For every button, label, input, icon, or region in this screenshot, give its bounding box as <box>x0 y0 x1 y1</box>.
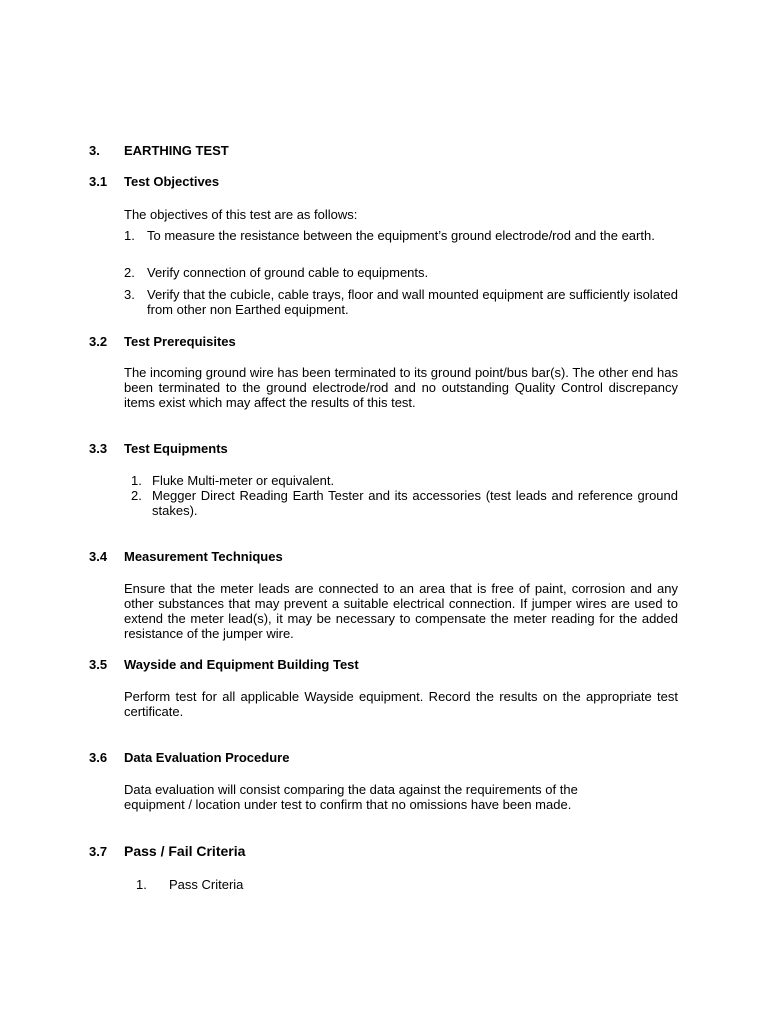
s31-item-2-number: 2. <box>124 265 135 280</box>
s33-item-2-text: Megger Direct Reading Earth Tester and its accessories (test leads and reference ground stakes). <box>152 488 678 518</box>
s37-item-text: Pass Criteria <box>169 877 244 892</box>
s32-body: The incoming ground wire has been terminated to its ground point/bus bar(s). The other end has been terminated to the ground electrode/rod and no outstanding Quality Control discrepancy items exist which may affect the results of this test. <box>124 365 678 410</box>
s33-number: 3.3 <box>89 441 108 456</box>
s36-number: 3.6 <box>89 750 108 765</box>
s32-title: Test Prerequisites <box>124 334 236 349</box>
s37-item-number: 1. <box>136 877 147 892</box>
s35-number: 3.5 <box>89 657 108 672</box>
s31-intro: The objectives of this test are as follows: <box>124 207 358 222</box>
s31-item-3-number: 3. <box>124 287 135 302</box>
s31-title: Test Objectives <box>124 174 220 189</box>
s36-body-line-2: equipment / location under test to confirm that no omissions have been made. <box>124 797 572 812</box>
s33-item-1-number: 1. <box>131 473 142 488</box>
s34-number: 3.4 <box>89 549 108 564</box>
s33-title: Test Equipments <box>124 441 228 456</box>
s34-title: Measurement Techniques <box>124 549 283 564</box>
s31-item-1-number: 1. <box>124 228 135 243</box>
s36-title: Data Evaluation Procedure <box>124 750 290 765</box>
s36-body-line-1: Data evaluation will consist comparing the data against the requirements of the <box>124 782 578 797</box>
s34-body: Ensure that the meter leads are connected to an area that is free of paint, corrosion and any other substances that may prevent a suitable electrical connection. If jumper wires are used to extend the meter lead(s), it may be necessary to compensate the meter reading for the added resistance of the jumper wire. <box>124 581 678 641</box>
s32-number: 3.2 <box>89 334 108 349</box>
s37-number: 3.7 <box>89 844 108 859</box>
section-title: EARTHING TEST <box>124 143 229 158</box>
s33-item-2-number: 2. <box>131 488 142 503</box>
s31-item-3-text: Verify that the cubicle, cable trays, floor and wall mounted equipment are sufficiently isolated from other non Earthed equipment. <box>147 287 678 317</box>
s31-item-2-text: Verify connection of ground cable to equipments. <box>147 265 429 280</box>
s37-title: Pass / Fail Criteria <box>124 843 246 859</box>
s31-item-1-text: To measure the resistance between the equipment’s ground electrode/rod and the earth. <box>147 228 655 243</box>
s31-number: 3.1 <box>89 174 108 189</box>
section-number: 3. <box>89 143 100 158</box>
s35-title: Wayside and Equipment Building Test <box>124 657 359 672</box>
s33-item-1-text: Fluke Multi-meter or equivalent. <box>152 473 335 488</box>
s35-body: Perform test for all applicable Wayside equipment. Record the results on the appropriate test certificate. <box>124 689 678 719</box>
